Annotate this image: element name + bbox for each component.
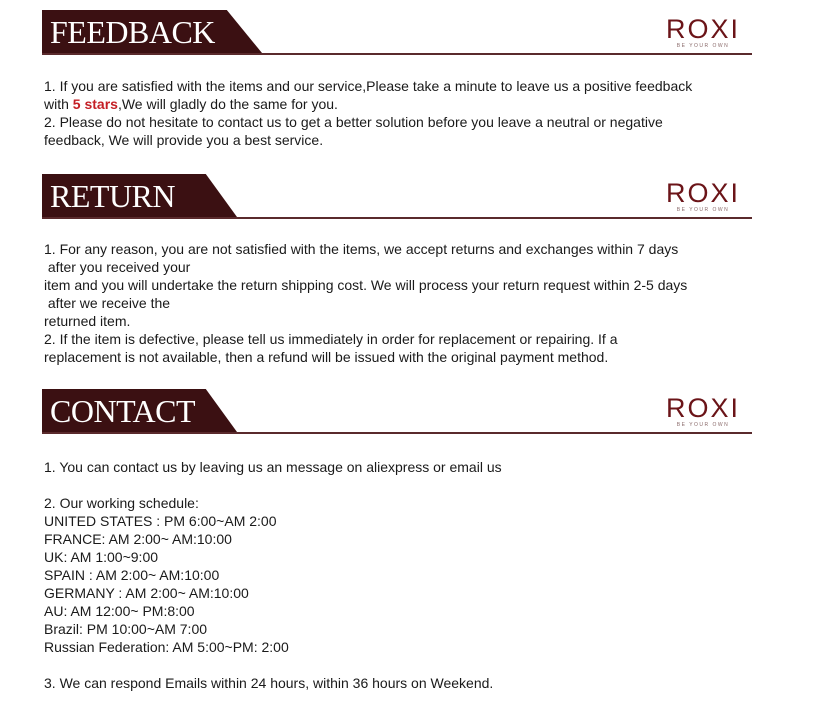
schedule-united-states: UNITED STATES : PM 6:00~AM 2:00 — [44, 513, 277, 529]
schedule-brazil: Brazil: PM 10:00~AM 7:00 — [44, 621, 208, 637]
feedback-line-2-end: ,We will gladly do the same for you. — [117, 96, 338, 112]
schedule-au: AU: AM 12:00~ PM:8:00 — [44, 603, 195, 619]
return-line-6: 2. If the item is defective, please tell us immediately in order for replacement or repairing. If a — [44, 331, 618, 347]
logo-tagline: BE YOUR OWN — [676, 207, 730, 213]
feedback-body — [44, 77, 756, 149]
schedule-france: FRANCE: AM 2:00~ AM:10:00 — [44, 531, 232, 547]
contact-body — [44, 458, 756, 692]
return-body — [44, 240, 756, 366]
feedback-line-1: 1. If you are satisfied with the items and our service,Please take a minute to leave us a positive feedback — [44, 78, 693, 94]
return-line-3: item and you will undertake the return shipping cost. We will process your return request within 2-5 days — [44, 277, 688, 293]
logo-tagline: BE YOUR OWN — [676, 43, 730, 49]
feedback-line-4: feedback, We will provide you a best service. — [44, 132, 324, 148]
five-stars-highlight: 5 stars — [72, 96, 118, 112]
roxi-logo — [662, 178, 744, 213]
return-line-5: returned item. — [44, 313, 131, 329]
return-line-1: 1. For any reason, you are not satisfied with the items, we accept returns and exchanges within 7 days — [44, 241, 679, 257]
contact-response: 3. We can respond Emails within 24 hours, within 36 hours on Weekend. — [44, 675, 494, 691]
contact-title: CONTACT — [50, 393, 196, 429]
contact-intro: 1. You can contact us by leaving us an message on aliexpress or email us — [44, 459, 502, 475]
return-divider — [42, 217, 752, 219]
schedule-spain: SPAIN : AM 2:00~ AM:10:00 — [44, 567, 220, 583]
contact-divider — [42, 432, 752, 434]
feedback-line-2 — [44, 95, 756, 113]
spacer — [44, 476, 756, 494]
feedback-line-3: 2. Please do not hesitate to contact us to get a better solution before you leave a neutral or negative — [44, 114, 663, 130]
return-header — [42, 174, 752, 220]
return-line-4: after we receive the — [44, 295, 171, 311]
feedback-title: FEEDBACK — [50, 14, 215, 50]
logo-text: ROXI — [665, 14, 740, 44]
roxi-logo — [662, 14, 744, 49]
feedback-line-2-start: with — [44, 96, 73, 112]
logo-text: ROXI — [665, 178, 740, 208]
schedule-uk: UK: AM 1:00~9:00 — [44, 549, 159, 565]
feedback-divider — [42, 53, 752, 55]
contact-header — [42, 389, 752, 435]
logo-text: ROXI — [665, 393, 740, 423]
return-line-2: after you received your — [44, 259, 191, 275]
schedule-russia: Russian Federation: AM 5:00~PM: 2:00 — [44, 639, 289, 655]
return-title: RETURN — [50, 178, 175, 214]
schedule-germany: GERMANY : AM 2:00~ AM:10:00 — [44, 585, 249, 601]
return-line-7: replacement is not available, then a refund will be issued with the original payment method. — [44, 349, 609, 365]
roxi-logo — [662, 393, 744, 428]
logo-tagline: BE YOUR OWN — [676, 422, 730, 428]
schedule-heading: 2. Our working schedule: — [44, 495, 199, 511]
spacer — [44, 656, 756, 674]
feedback-header — [42, 10, 752, 56]
